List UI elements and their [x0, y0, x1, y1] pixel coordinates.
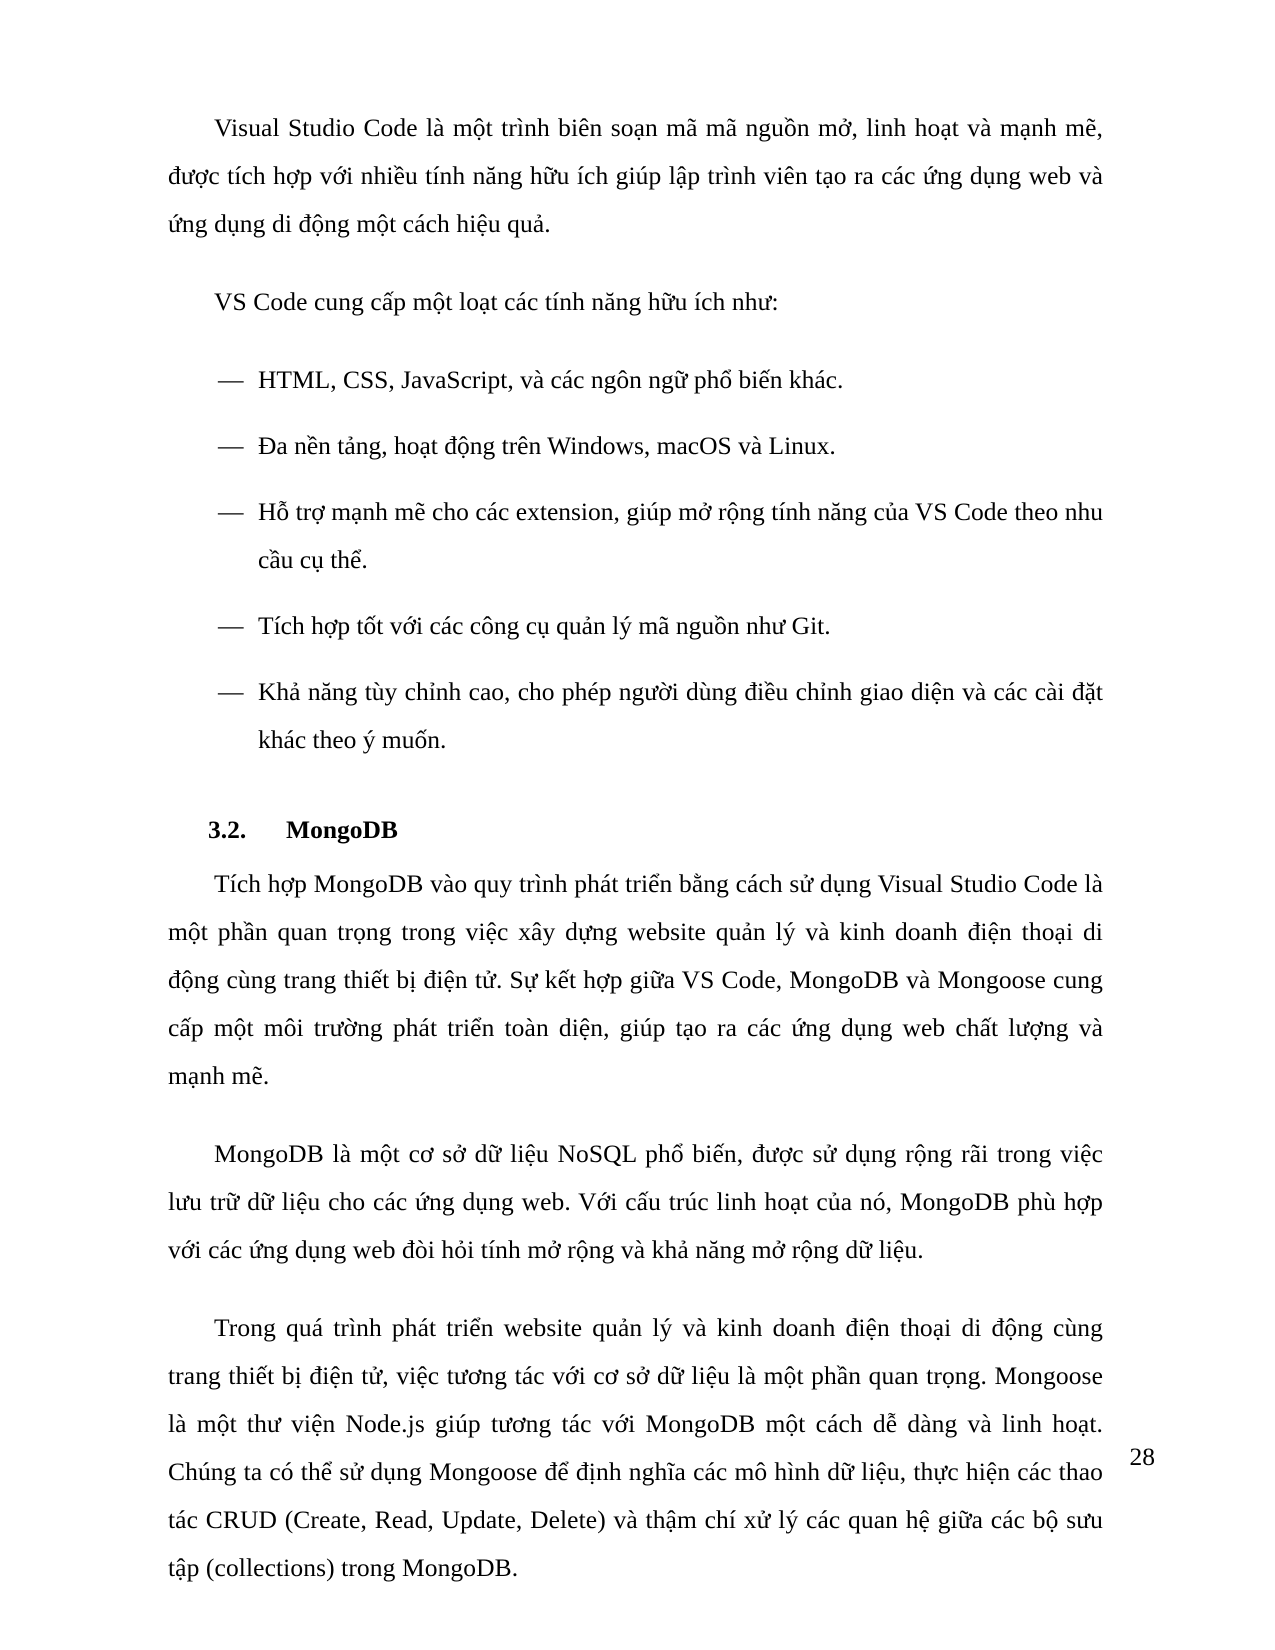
dash-icon: — — [218, 497, 244, 526]
feature-list — [168, 356, 1103, 764]
page-content — [168, 104, 1103, 1592]
spacer — [168, 1274, 1103, 1304]
list-item — [168, 602, 1103, 650]
dash-icon: — — [218, 677, 244, 706]
list-item — [168, 356, 1103, 404]
paragraph-mongodb-nosql: MongoDB là một cơ sở dữ liệu NoSQL phổ biến, được sử dụng rộng rãi trong việc lưu trữ dữ liệu cho các ứng dụng web. Với cấu trúc linh hoạt của nó, MongoDB phù hợp với các ứng dụng web đòi hỏi tính mở rộng và khả năng mở rộng dữ liệu. — [168, 1139, 1103, 1264]
page-number: 28 — [1129, 1442, 1155, 1471]
paragraph-features-lead: VS Code cung cấp một loạt các tính năng hữu ích như: — [214, 287, 779, 316]
dash-icon: — — [218, 431, 244, 460]
list-item — [168, 422, 1103, 470]
list-item-label: Đa nền tảng, hoạt động trên Windows, macOS và Linux. — [258, 431, 836, 460]
page-title: MongoDB — [286, 815, 398, 844]
list-item — [168, 668, 1103, 764]
spacer — [168, 782, 1103, 808]
section-heading — [168, 808, 1103, 852]
list-item-label: Hỗ trợ mạnh mẽ cho các extension, giúp mở rộng tính năng của VS Code theo nhu cầu cụ thể. — [258, 497, 1103, 574]
list-item-label: HTML, CSS, JavaScript, và các ngôn ngữ phổ biến khác. — [258, 365, 844, 394]
paragraph-mongoose: Trong quá trình phát triển website quản lý và kinh doanh điện thoại di động cùng trang thiết bị điện tử, việc tương tác với cơ sở dữ liệu là một phần quan trọng. Mongoose là một thư viện Node.js giúp tương tác với MongoDB một cách dễ dàng và linh hoạt. Chúng ta có thể sử dụng Mongoose để định nghĩa các mô hình dữ liệu, thực hiện các thao tác CRUD (Create, Read, Update, Delete) và thậm chí xử lý các quan hệ giữa các bộ sưu tập (collections) trong MongoDB. — [168, 1313, 1103, 1582]
spacer — [168, 248, 1103, 278]
spacer — [168, 326, 1103, 356]
paragraph-mongodb-intro: Tích hợp MongoDB vào quy trình phát triển bằng cách sử dụng Visual Studio Code là một phần quan trọng trong việc xây dựng website quản lý và kinh doanh điện thoại di động cùng trang thiết bị điện tử. Sự kết hợp giữa VS Code, MongoDB và Mongoose cung cấp một môi trường phát triển toàn diện, giúp tạo ra các ứng dụng web chất lượng và mạnh mẽ. — [168, 869, 1103, 1090]
list-item-label: Khả năng tùy chỉnh cao, cho phép người dùng điều chỉnh giao diện và các cài đặt khác theo ý muốn. — [258, 677, 1103, 754]
spacer — [168, 852, 1103, 860]
section-number: 3.2. — [208, 815, 247, 844]
paragraph-intro: Visual Studio Code là một trình biên soạn mã mã nguồn mở, linh hoạt và mạnh mẽ, được tích hợp với nhiều tính năng hữu ích giúp lập trình viên tạo ra các ứng dụng web và ứng dụng di động một cách hiệu quả. — [168, 113, 1103, 238]
list-item-label: Tích hợp tốt với các công cụ quản lý mã nguồn như Git. — [258, 611, 831, 640]
spacer — [168, 1100, 1103, 1130]
dash-icon: — — [218, 365, 244, 394]
dash-icon: — — [218, 611, 244, 640]
list-item — [168, 488, 1103, 584]
